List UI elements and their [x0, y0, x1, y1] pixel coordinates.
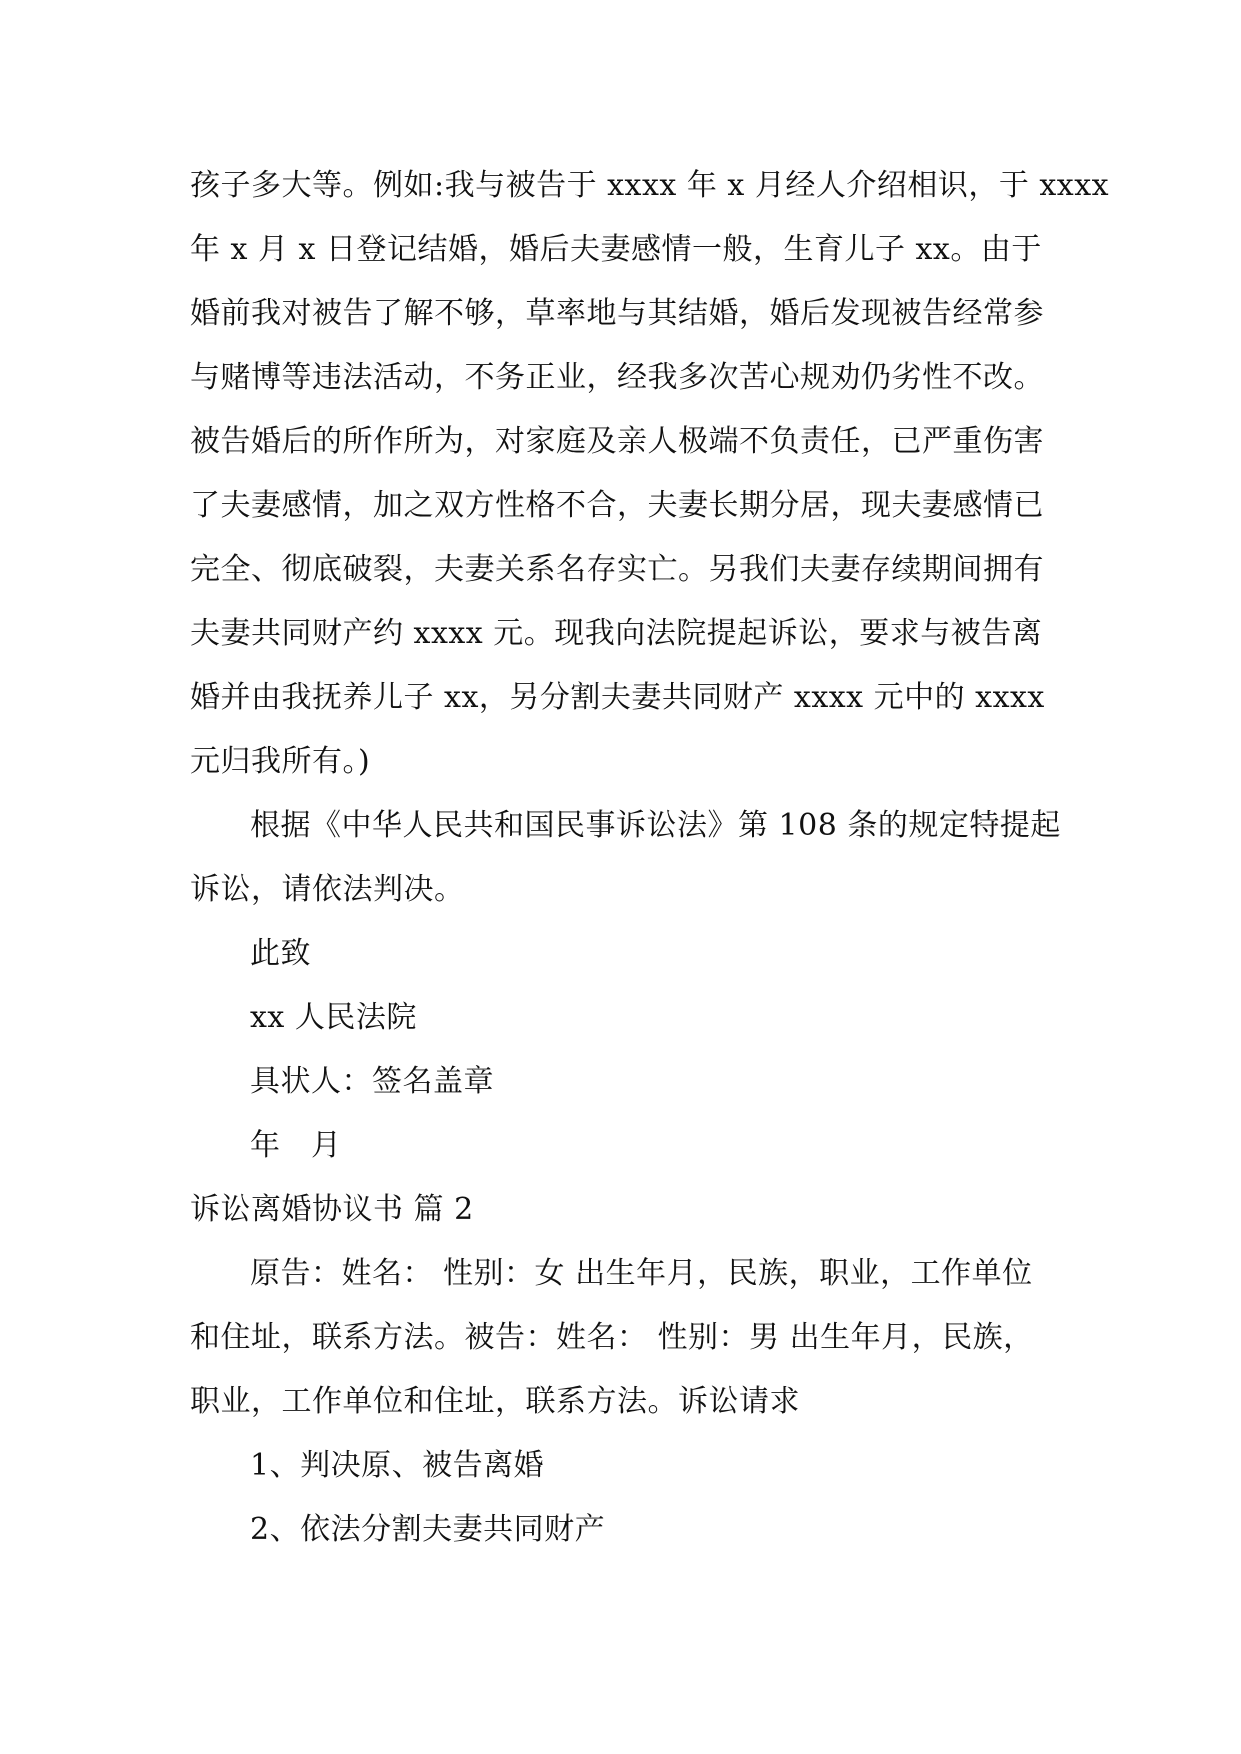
- body-text-line: 孩子多大等。例如:我与被告于 xxxx 年 x 月经人介绍相识，于 xxxx: [190, 168, 1110, 203]
- claim-item: 2、依法分割夫妻共同财产: [250, 1512, 606, 1547]
- claim-item: 1、判决原、被告离婚: [250, 1448, 545, 1483]
- party-info-line: 职业，工作单位和住址，联系方法。诉讼请求: [190, 1384, 800, 1419]
- body-text-line: 夫妻共同财产约 xxxx 元。现我向法院提起诉讼，要求与被告离: [190, 616, 1043, 651]
- legal-basis-line: 根据《中华人民共和国民事诉讼法》第 108 条的规定特提起: [250, 808, 1061, 843]
- party-info-line: 和住址，联系方法。被告：姓名： 性别：男 出生年月，民族，: [190, 1320, 1034, 1355]
- body-text-line: 年 x 月 x 日登记结婚，婚后夫妻感情一般，生育儿子 xx。由于: [190, 232, 1042, 267]
- body-text-line: 与赌博等违法活动，不务正业，经我多次苦心规劝仍劣性不改。: [190, 360, 1044, 395]
- body-text-line: 完全、彻底破裂，夫妻关系名存实亡。另我们夫妻存续期间拥有: [190, 552, 1044, 587]
- body-text-line: 婚并由我抚养儿子 xx，另分割夫妻共同财产 xxxx 元中的 xxxx: [190, 680, 1045, 715]
- date-line: 年 月: [250, 1128, 342, 1163]
- body-text-line: 被告婚后的所作所为，对家庭及亲人极端不负责任，已严重伤害: [190, 424, 1044, 459]
- legal-basis-line: 诉讼，请依法判决。: [190, 872, 465, 907]
- section-heading: 诉讼离婚协议书 篇 2: [190, 1192, 474, 1227]
- court-name: xx 人民法院: [250, 1000, 417, 1035]
- body-text-line: 了夫妻感情，加之双方性格不合，夫妻长期分居，现夫妻感情已: [190, 488, 1044, 523]
- party-info-line: 原告：姓名： 性别：女 出生年月，民族，职业，工作单位: [250, 1256, 1033, 1291]
- salutation: 此致: [250, 936, 311, 971]
- signature-line: 具状人：签名盖章: [250, 1064, 494, 1099]
- body-text-line: 元归我所有。): [190, 744, 371, 779]
- body-text-line: 婚前我对被告了解不够，草率地与其结婚，婚后发现被告经常参: [190, 296, 1044, 331]
